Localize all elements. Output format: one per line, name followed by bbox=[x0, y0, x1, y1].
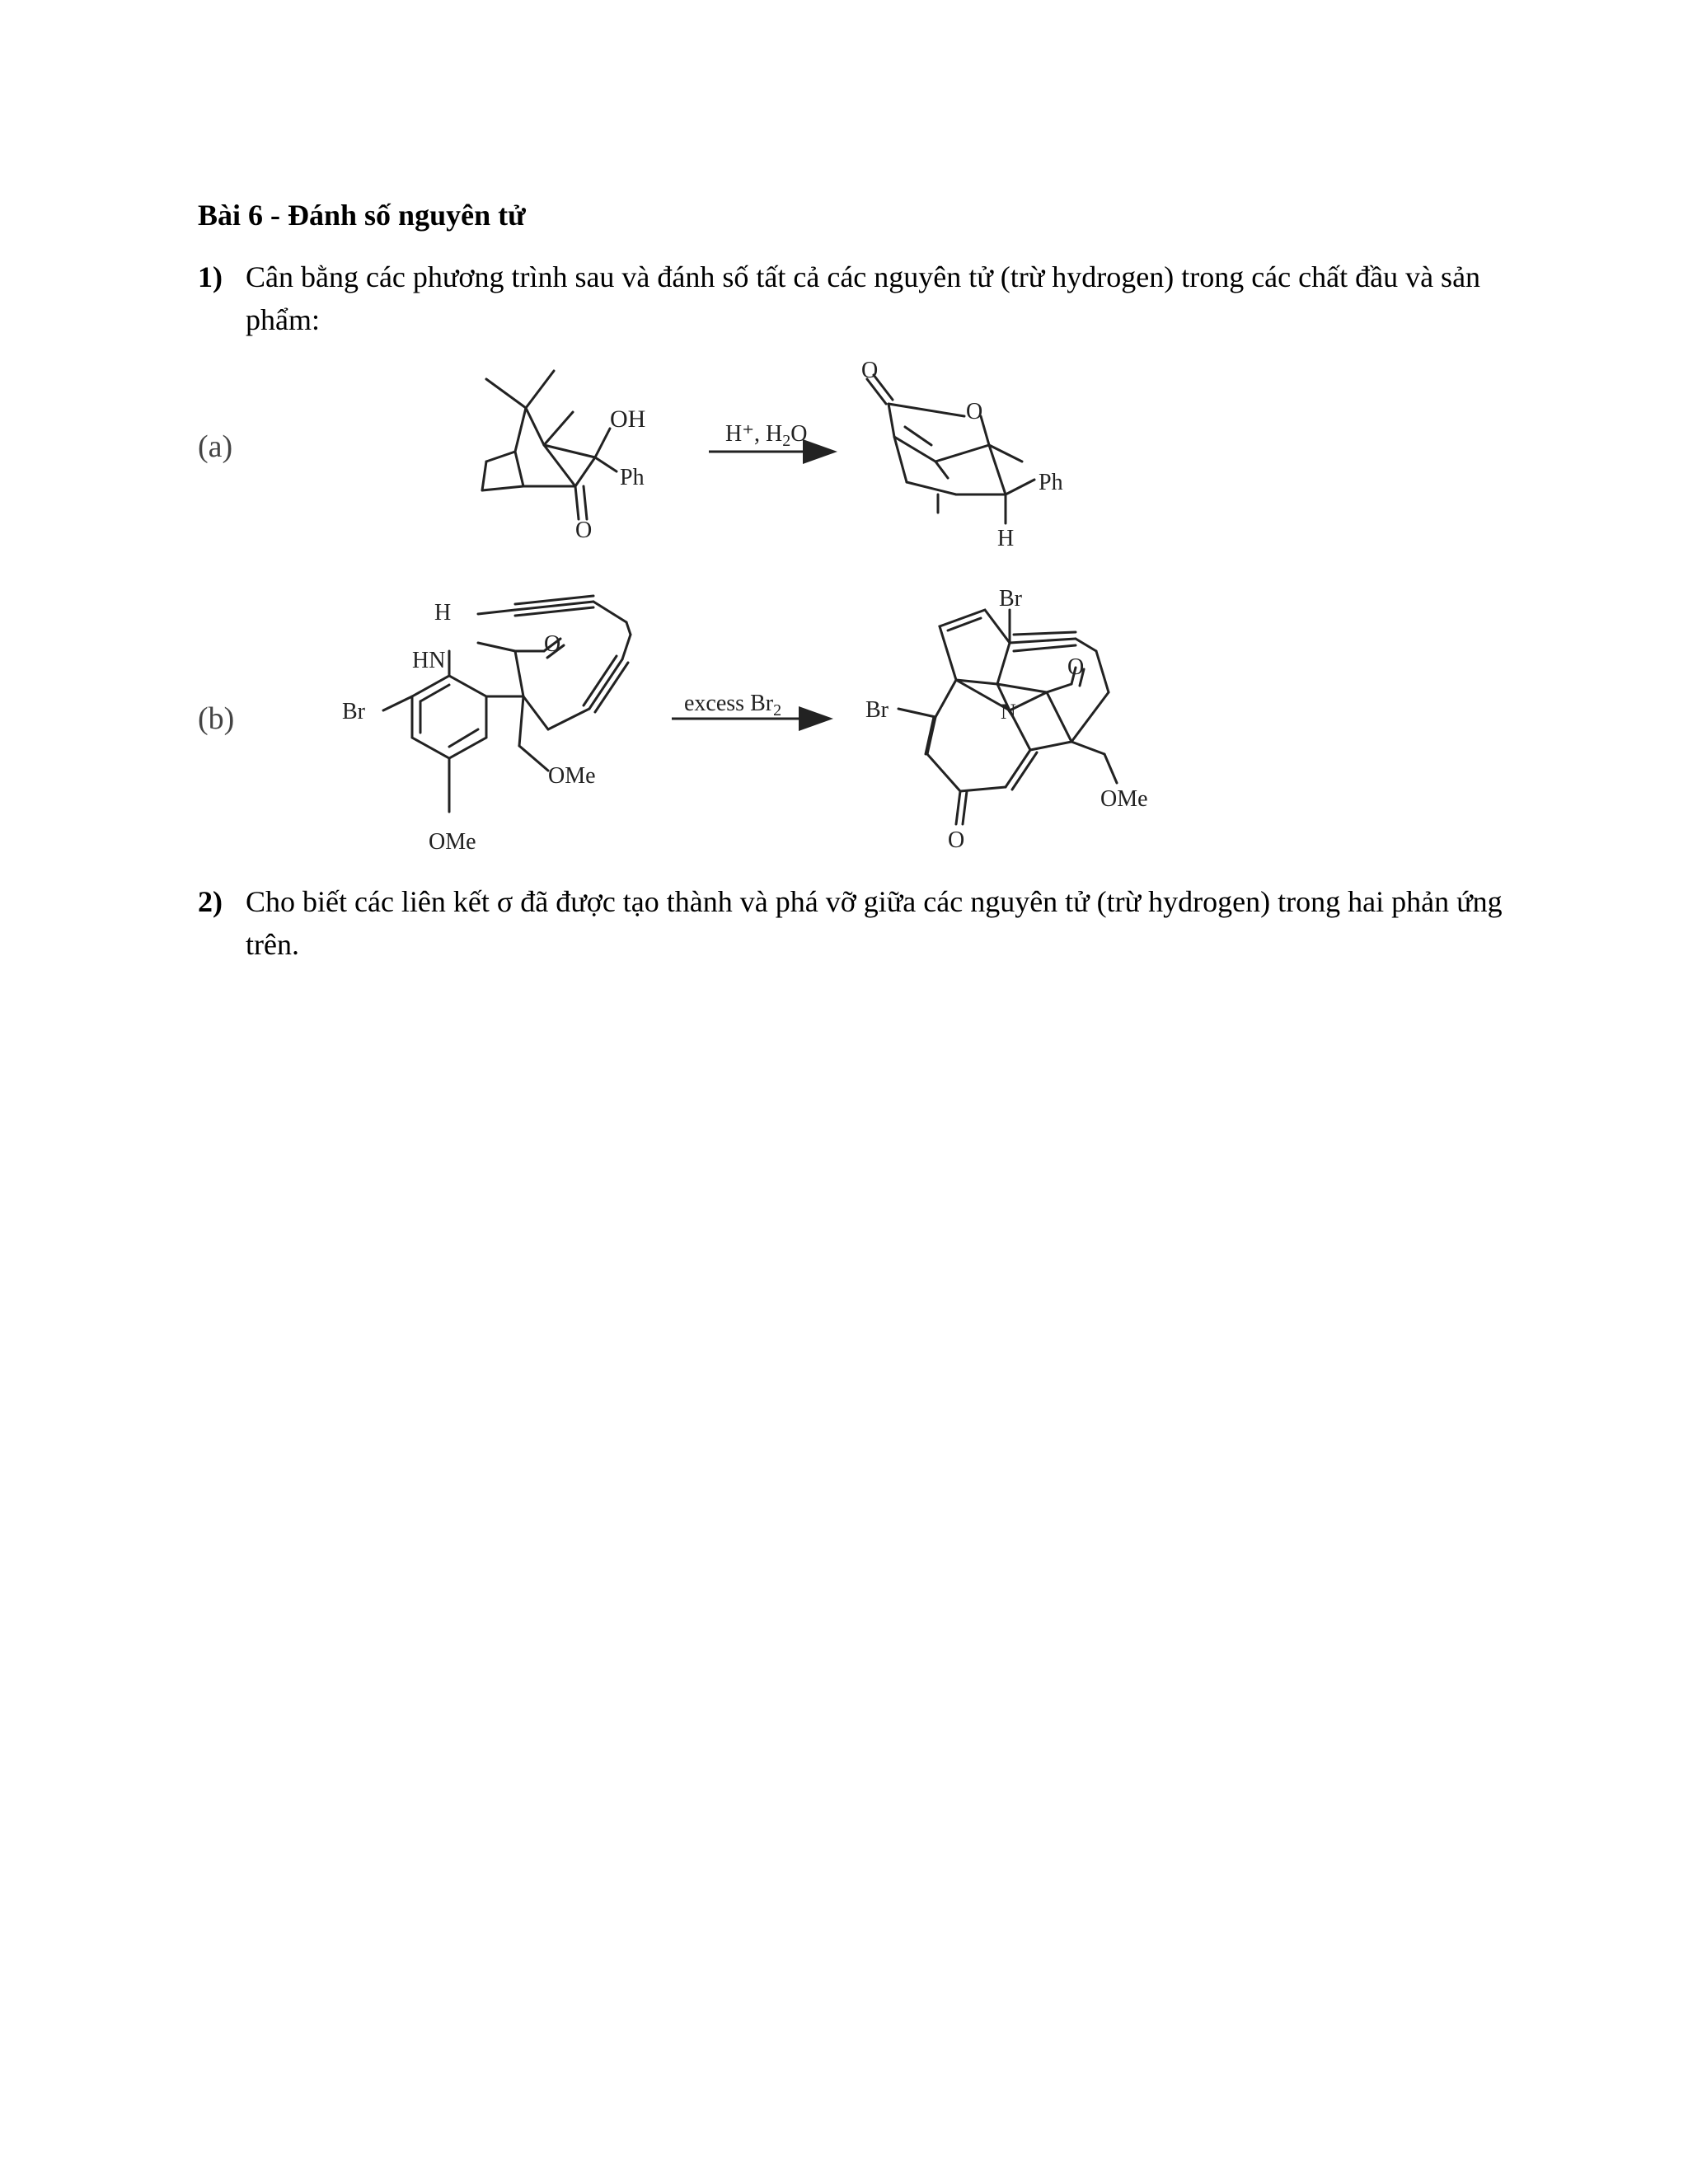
atom-label-o-ring: O bbox=[966, 399, 983, 424]
atom-label-oh: OH bbox=[610, 405, 646, 433]
question-2 bbox=[198, 880, 1533, 971]
reagent-a: H⁺, $H_2O$ bbox=[725, 421, 808, 450]
atom-label-o: O bbox=[544, 631, 561, 657]
reactant-a-structure bbox=[482, 371, 617, 519]
reaction-a-label: (a) bbox=[198, 429, 233, 464]
atom-label-h: H bbox=[434, 600, 452, 626]
exercise-title: Bài 6 - Đánh số nguyên tử bbox=[198, 199, 526, 232]
question-text: Cho biết các liên kết σ đã được tạo thành và phá vỡ giữa các nguyên tử (trừ hydrogen) trong hai phản ứng trên. bbox=[246, 885, 1503, 961]
atom-label-ome: OMe bbox=[1100, 786, 1148, 812]
atom-label-o: O bbox=[575, 518, 593, 543]
atom-label-o-carbonyl: O bbox=[861, 358, 879, 383]
atom-label-o-bottom: O bbox=[948, 827, 965, 853]
reagent-b: excess $Br_2$ bbox=[684, 691, 782, 719]
question-number: 2) bbox=[198, 885, 223, 918]
atom-label-ome-side: OMe bbox=[548, 763, 596, 789]
atom-label-h: H bbox=[997, 526, 1015, 551]
atom-label-br: Br bbox=[342, 699, 365, 724]
atom-label-br-left: Br bbox=[865, 697, 889, 723]
question-text: Cân bằng các phương trình sau và đánh số tất cả các nguyên tử (trừ hydrogen) trong các chất đầu và sản phẩm: bbox=[246, 260, 1481, 336]
reaction-b-label: (b) bbox=[198, 701, 235, 736]
atom-label-br-top: Br bbox=[999, 586, 1022, 612]
question-number: 1) bbox=[198, 260, 223, 293]
atom-label-ph: Ph bbox=[1039, 470, 1063, 495]
atom-label-ph: Ph bbox=[620, 465, 645, 490]
atom-label-o-ketone: O bbox=[1067, 654, 1085, 680]
atom-label-hn: HN bbox=[412, 648, 446, 673]
atom-label-n: N bbox=[1001, 700, 1016, 724]
product-a-structure bbox=[867, 375, 1034, 523]
atom-label-ome-ring: OMe bbox=[429, 829, 476, 855]
